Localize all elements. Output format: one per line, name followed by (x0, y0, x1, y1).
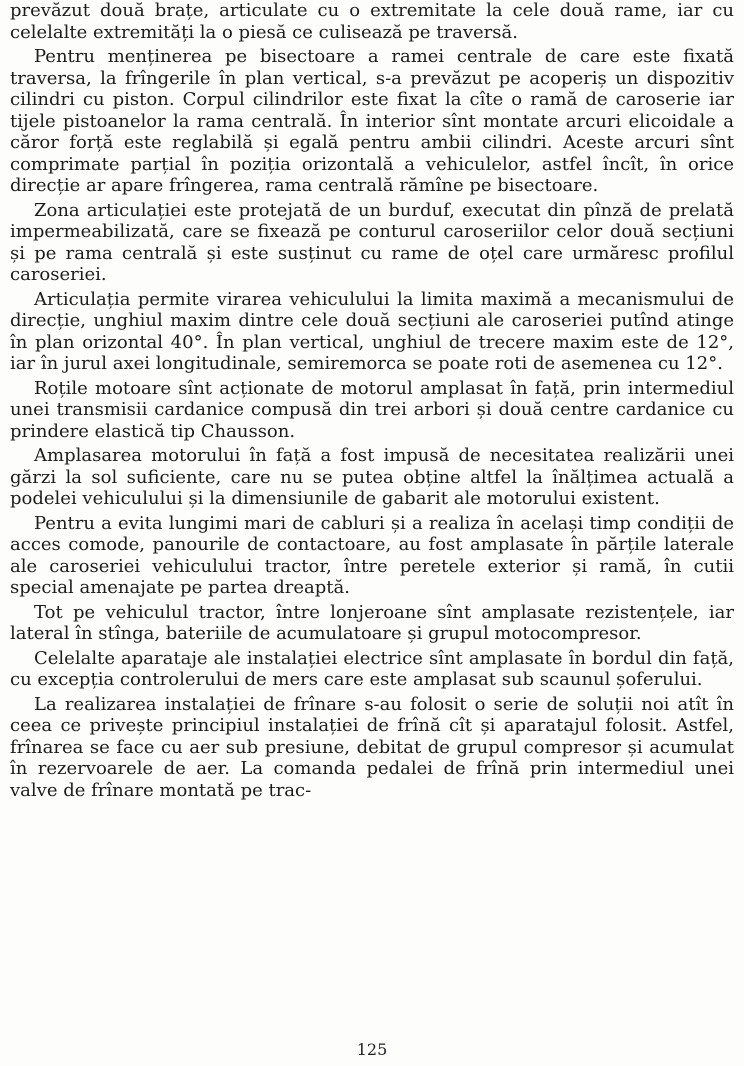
paragraph-7: Pentru a evita lungimi mari de cabluri și a realiza în același timp condiții de acces comode, panourile de contactoare, au fost amplasate în părțile laterale ale caroseriei vehiculului tractor, între peretele exterior și ramă, în cutii special amenajate pe partea dreaptă. (10, 512, 734, 598)
paragraph-4: Articulația permite virarea vehiculului la limita maximă a mecanismului de direcție, unghiul maxim dintre cele două secțiuni ale caroseriei putînd atinge în plan orizontal 40°. În plan vertical, unghiul de trecere maxim este de 12°, iar în jurul axei longitudinale, semiremorca se poate roti de asemenea cu 12°. (10, 288, 734, 374)
paragraph-2: Pentru menținerea pe bisectoare a ramei centrale de care este fixată traversa, la frîngerile în plan vertical, s-a prevăzut pe acoperiș un dispozitiv cilindri cu piston. Corpul cilindrilor este fixat la cîte o ramă de caroserie iar tijele pistoanelor la rama centrală. În interior sînt montate arcuri elicoidale a căror forță este reglabilă și egală pentru ambii cilindri. Aceste arcuri sînt comprimate parțial în poziția orizontală a vehiculelor, astfel încît, în orice direcție ar apare frîngerea, rama centrală rămîne pe bisectoare. (10, 46, 734, 196)
paragraph-5: Roțile motoare sînt acționate de motorul amplasat în față, prin intermediul unei transmisii cardanice compusă din trei arbori și două centre cardanice cu prindere elastică tip Chausson. (10, 377, 734, 442)
page-body-text (10, 0, 734, 801)
paragraph-9: Celelalte aparataje ale instalației electrice sînt amplasate în bordul din față, cu excepția controlerului de mers care este amplasat sub scaunul șoferului. (10, 647, 734, 690)
paragraph-10: La realizarea instalației de frînare s-au folosit o serie de soluții noi atît în ceea ce privește principiul instalației de frînă cît și aparatajul folosit. Astfel, frînarea se face cu aer sub presiune, debitat de grupul compresor și acumulat în rezervoarele de aer. La comanda pedalei de frînă prin intermediul unei valve de frînare montată pe trac- (10, 693, 734, 801)
paragraph-3: Zona articulației este protejată de un burduf, executat din pînză de prelată impermeabilizată, care se fixează pe conturul caroseriilor celor două secțiuni și pe rama centrală și este susținut cu rame de oțel care urmăresc profilul caroseriei. (10, 199, 734, 285)
paragraph-8: Tot pe vehiculul tractor, între lonjeroane sînt amplasate rezistențele, iar lateral în stînga, bateriile de acumulatoare și grupul motocompresor. (10, 601, 734, 644)
paragraph-6: Amplasarea motorului în față a fost impusă de necesitatea realizării unei gărzi la sol suficiente, care nu se putea obține altfel la înălțimea actuală a podelei vehiculului și la dimensiunile de gabarit ale motorului existent. (10, 445, 734, 509)
paragraph-1: prevăzut două brațe, articulate cu o extremitate la cele două rame, iar cu celelalte extremități la o piesă ce culisează pe traversă. (10, 0, 734, 43)
page-number: 125 (356, 1040, 388, 1059)
